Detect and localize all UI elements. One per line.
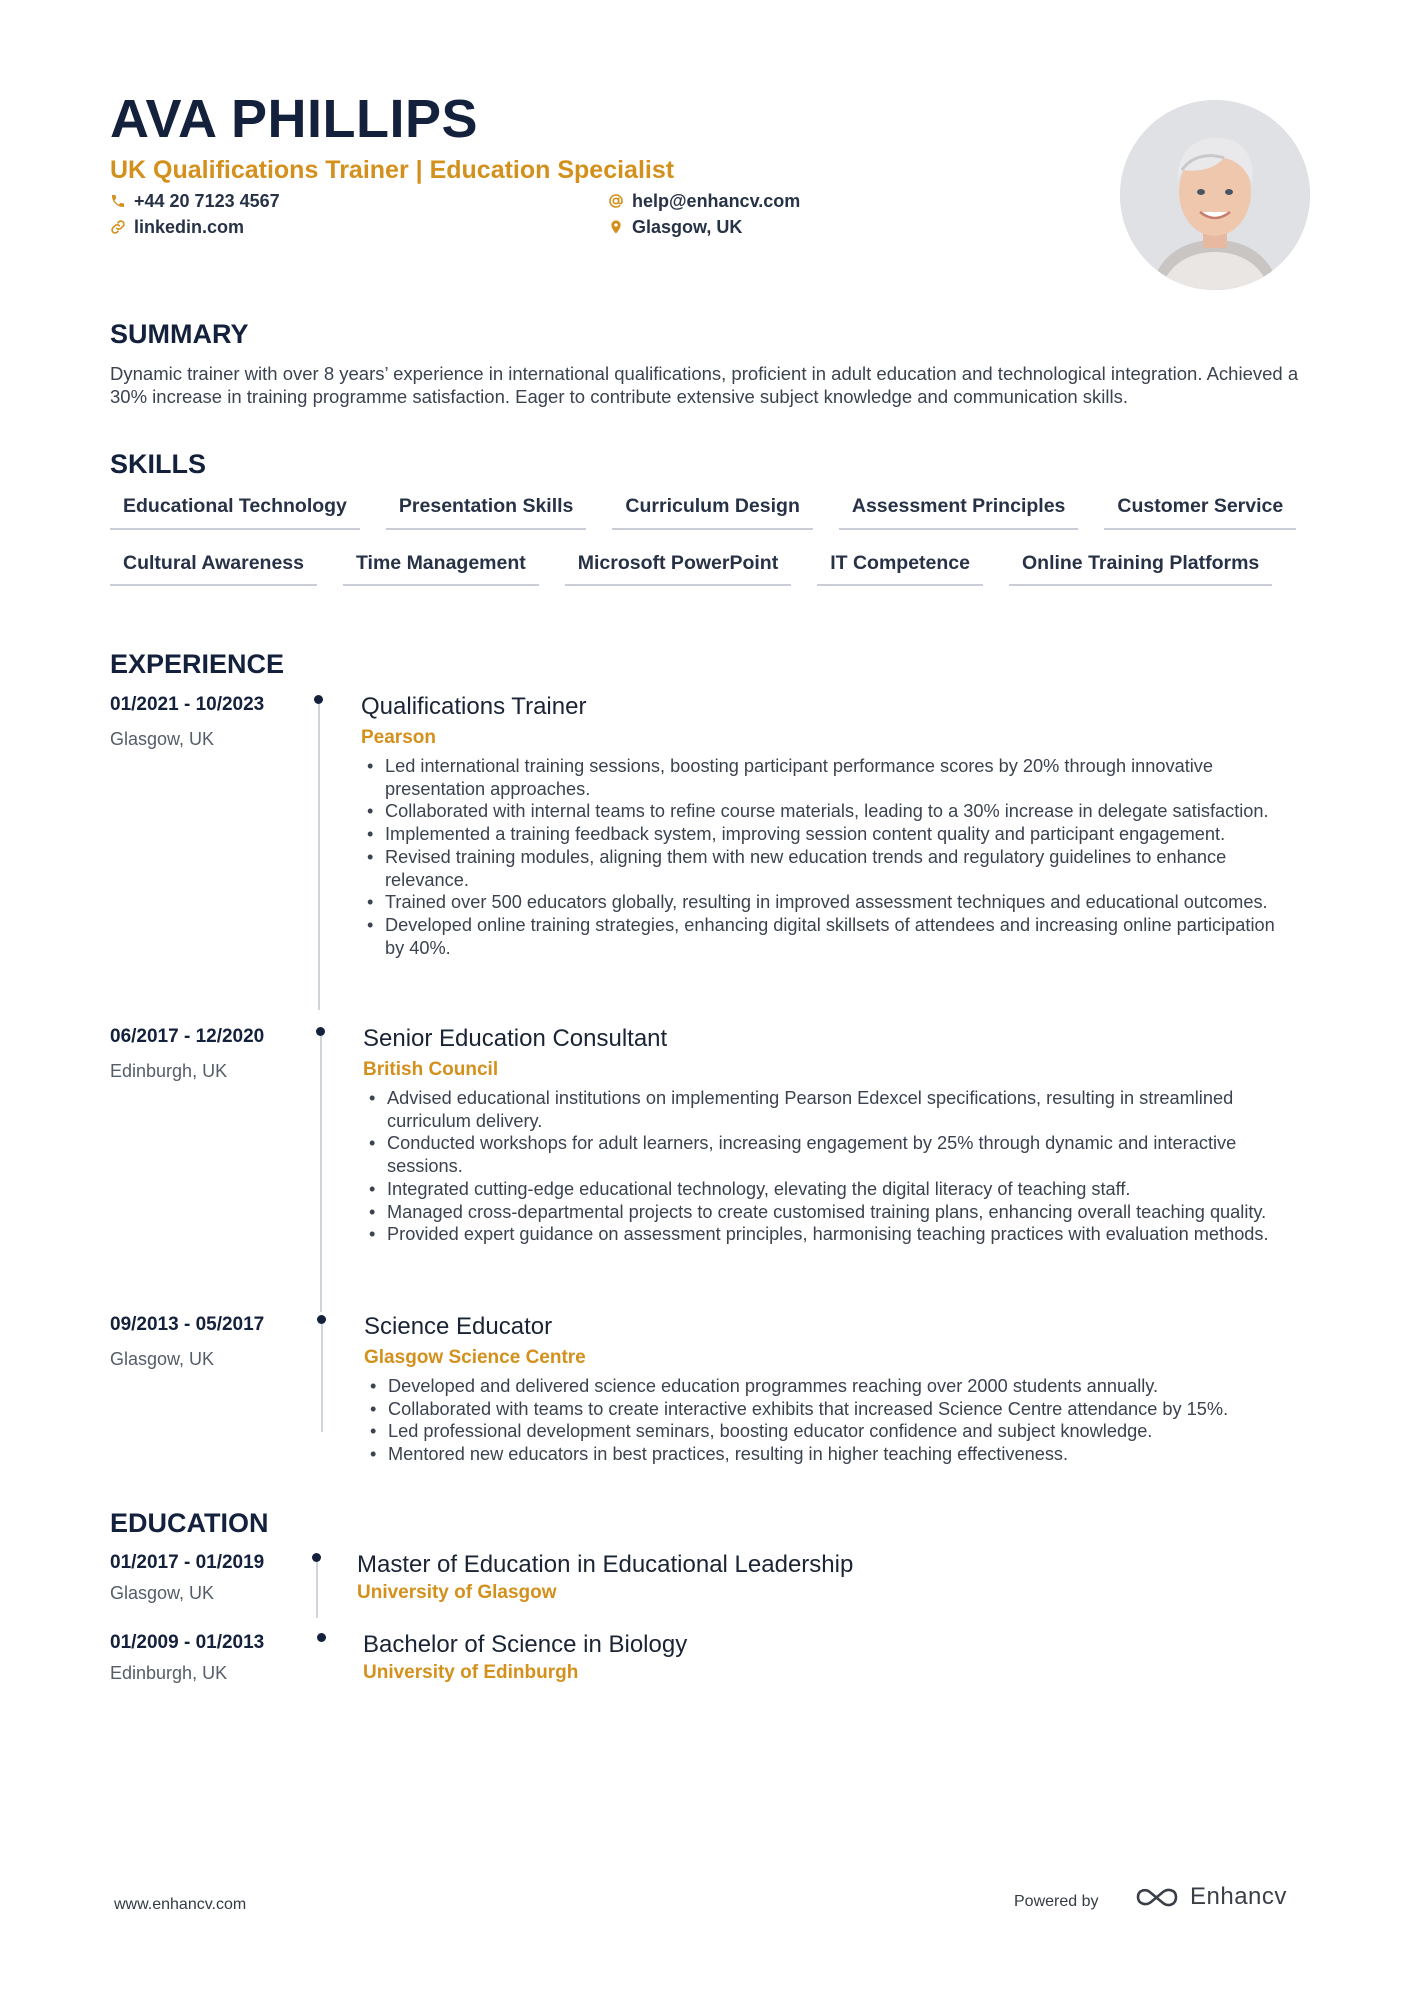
email-text: help@enhancv.com [632,191,801,211]
skill-tag: Assessment Principles [839,497,1079,530]
job-dates: 01/2021 - 10/2023 [110,694,265,715]
experience-item [110,1315,1310,1475]
bullet-item: • Revised training modules, aligning them with new education trends and regulatory guidelines to enhance relevance. [363,846,1298,891]
phone-icon [110,193,126,209]
portrait-image [1120,100,1310,290]
location-pin-icon [608,219,624,235]
job-dates: 09/2013 - 05/2017 [110,1314,265,1335]
bullet-item: • Mentored new educators in best practices, resulting in higher teaching effectiveness. [366,1443,1311,1466]
degree-title: Bachelor of Science in Biology [363,1631,688,1658]
contact-location [608,218,742,236]
bullet-item: • Integrated cutting-edge educational technology, elevating the digital literacy of teaching staff. [365,1178,1310,1201]
education-location: Edinburgh, UK [110,1663,228,1683]
timeline-dot [312,1553,321,1562]
contact-email[interactable] [608,192,800,210]
skill-tag: Educational Technology [110,497,360,530]
job-role: Science Educator [364,1313,553,1340]
bullet-item: • Implemented a training feedback system, improving session content quality and participant engagement. [363,823,1298,846]
bullet-item: • Managed cross-departmental projects to create customised training plans, enhancing overall teaching quality. [365,1201,1310,1224]
contact-linkedin[interactable] [110,218,244,236]
candidate-title: UK Qualifications Trainer | Education Specialist [110,156,675,184]
infinity-logo-icon [1134,1884,1180,1910]
education-dates: 01/2017 - 01/2019 [110,1552,265,1573]
experience-item [110,1027,1310,1317]
bullet-item: • Led international training sessions, boosting participant performance scores by 20% through innovative presentation approaches. [363,755,1298,800]
bullet-item: • Advised educational institutions on implementing Pearson Edexcel specifications, resulting in streamlined curriculum delivery. [365,1087,1310,1132]
timeline-dot [314,695,323,704]
job-bullets [366,1375,1311,1466]
skill-tag: Curriculum Design [612,497,812,530]
profile-photo [1120,100,1310,290]
bullet-item: • Conducted workshops for adult learners, increasing engagement by 25% through dynamic and interactive sessions. [365,1132,1310,1177]
timeline-line [320,1036,322,1312]
experience-heading: EXPERIENCE [110,649,285,679]
skill-tag: Presentation Skills [386,497,586,530]
school-name: University of Glasgow [357,1582,557,1603]
education-item [110,1633,1310,1693]
skills-list [110,497,1320,610]
footer-brand-name: Enhancv [1190,1883,1287,1910]
job-role: Senior Education Consultant [363,1025,668,1052]
school-name: University of Edinburgh [363,1662,579,1683]
education-heading: EDUCATION [110,1508,269,1538]
education-item [110,1553,1310,1623]
location-text: Glasgow, UK [632,217,743,237]
skill-tag: Cultural Awareness [110,554,317,587]
phone-text: +44 20 7123 4567 [134,191,280,211]
candidate-name: AVA PHILLIPS [110,89,479,149]
skill-tag: IT Competence [817,554,983,587]
job-location: Edinburgh, UK [110,1061,228,1081]
bullet-item: • Collaborated with teams to create interactive exhibits that increased Science Centre attendance by 15%. [366,1398,1311,1421]
skills-row [110,497,1320,530]
job-dates: 06/2017 - 12/2020 [110,1026,265,1047]
bullet-item: • Led professional development seminars, boosting educator confidence and subject knowledge. [366,1420,1311,1443]
contact-phone[interactable] [110,192,280,210]
job-bullets [365,1087,1310,1246]
degree-title: Master of Education in Educational Leadership [357,1551,854,1578]
job-company: British Council [363,1059,499,1080]
job-company: Glasgow Science Centre [364,1347,586,1368]
skill-tag: Microsoft PowerPoint [565,554,791,587]
timeline-dot [317,1315,326,1324]
footer-brand-logo[interactable] [1134,1883,1287,1911]
skill-tag: Online Training Platforms [1009,554,1272,587]
job-role: Qualifications Trainer [361,693,587,720]
education-location: Glasgow, UK [110,1583,215,1603]
job-company: Pearson [361,727,436,748]
timeline-line [321,1324,323,1432]
summary-text: Dynamic trainer with over 8 years’ experience in international qualifications, proficient in adult education and technological integration. Achieved a 30% increase in training programme satisfaction. Eager to contribute extensive subject knowledge and communication skills. [110,363,1299,407]
footer-website[interactable]: www.enhancv.com [114,1896,247,1913]
at-icon [608,193,624,209]
skill-tag: Customer Service [1104,497,1296,530]
bullet-item: • Developed online training strategies, enhancing digital skillsets of attendees and increasing online participation by 40%. [363,914,1298,959]
footer-powered-by: Powered by [1014,1893,1099,1910]
bullet-item: • Developed and delivered science education programmes reaching over 2000 students annually. [366,1375,1311,1398]
link-icon [110,219,126,235]
education-dates: 01/2009 - 01/2013 [110,1632,265,1653]
job-location: Glasgow, UK [110,1349,215,1369]
skill-tag: Time Management [343,554,539,587]
skills-heading: SKILLS [110,449,207,479]
job-location: Glasgow, UK [110,729,215,749]
timeline-dot [316,1027,325,1036]
bullet-item: • Trained over 500 educators globally, resulting in improved assessment techniques and educational outcomes. [363,891,1298,914]
linkedin-text: linkedin.com [134,217,245,237]
summary-heading: SUMMARY [110,319,249,349]
timeline-dot [317,1633,326,1642]
timeline-line [318,704,320,1010]
bullet-item: • Collaborated with internal teams to refine course materials, leading to a 30% increase in delegate satisfaction. [363,800,1298,823]
timeline-line [316,1562,318,1618]
bullet-item: • Provided expert guidance on assessment principles, harmonising teaching practices with evaluation methods. [365,1223,1310,1246]
skills-row [110,551,1320,587]
job-bullets [363,755,1298,959]
experience-item [110,695,1310,1015]
